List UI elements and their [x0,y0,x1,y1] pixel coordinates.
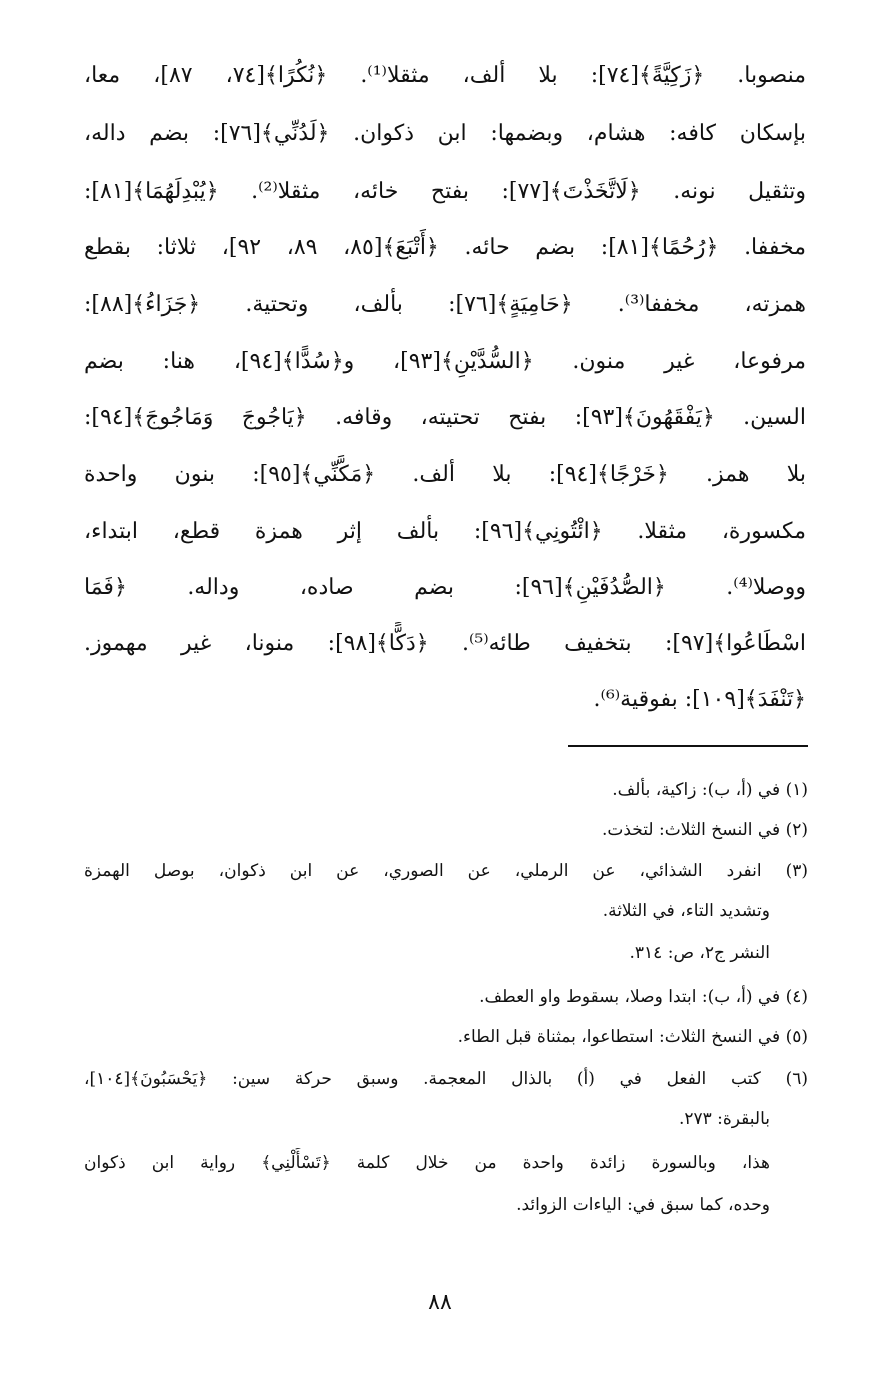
footnote-line: (٣) انفرد الشذائي، عن الرملي، عن الصوري، عن ابن ذكوان، بوصل الهمزة [84,861,808,881]
footnote-note: هذا، وبالسورة زائدة واحدة من خلال كلمة ﴿تَسْأَلْنِي﴾ رواية ابن ذكوان [84,1153,770,1173]
main-text-line: السين. ﴿يَفْقَهُونَ﴾[٩٣]: بفتح تحتيته، وقافه. ﴿يَاجُوجَ وَمَاجُوجَ﴾[٩٤]: [84,405,806,430]
footnote-line: (١) في (أ، ب): زاكية، بألف. [612,780,808,800]
main-text-line: مرفوعا، غير منون. ﴿السُّدَّيْنِ﴾[٩٣]، و﴿سُدًّا﴾[٩٤]، هنا: بضم [84,349,806,374]
footnote-line: (٦) كتب الفعل في (أ) بالذال المعجمة. وسبق حركة سين: ﴿يَحْسَبُونَ﴾[١٠٤]، [84,1069,808,1089]
main-text-line: ووصلا⁽⁴⁾. ﴿الصُّدُفَيْنِ﴾[٩٦]: بضم صاده، وداله. ﴿فَمَا [84,575,806,600]
main-text-line: بلا همز. ﴿خَرْجًا﴾[٩٤]: بلا ألف. ﴿مَكَّنِّي﴾[٩٥]: بنون واحدة [84,462,806,487]
main-text-line: مكسورة، مثقلا. ﴿ائْتُونِي﴾[٩٦]: بألف إثر همزة قطع، ابتداء، [84,519,806,544]
footnote-reference: النشر ج٢، ص: ٣١٤. [629,943,770,963]
footnote-divider [568,745,808,747]
main-text-line: منصوبا. ﴿زَكِيَّةً﴾[٧٤]: بلا ألف، مثقلا⁽¹⁾. ﴿نُكُرًا﴾[٧٤، ٨٧]، معا، [84,63,806,88]
page-number: ٨٨ [428,1290,452,1315]
footnote-line: (٥) في النسخ الثلاث: استطاعوا، بمثناة قبل الطاء. [457,1027,808,1047]
main-text-line: اسْطَاعُوا﴾[٩٧]: بتخفيف طائه⁽⁵⁾. ﴿دَكًّا﴾[٩٨]: منونا، غير مهموز. [84,631,806,656]
main-text-line: ﴿تَنْفَدَ﴾[١٠٩]: بفوقية⁽⁶⁾. [593,687,806,712]
main-text-line: همزته، مخففا⁽³⁾. ﴿حَامِيَةٍ﴾[٧٦]: بألف، وتحتية. ﴿جَزَاءُ﴾[٨٨]: [84,292,806,317]
footnote-note: وحده، كما سبق في: الياءات الزوائد. [516,1195,770,1215]
footnote-line: بالبقرة: ٢٧٣. [678,1109,770,1129]
main-text-line: وتثقيل نونه. ﴿لَاتَّخَذْتَ﴾[٧٧]: بفتح خائه، مثقلا⁽²⁾. ﴿يُبْدِلَهُمَا﴾[٨١]: [84,179,806,204]
footnote-line: (٤) في (أ، ب): ابتدا وصلا، بسقوط واو العطف. [479,987,808,1007]
main-text-line: بإسكان كافه: هشام، وبضمها: ابن ذكوان. ﴿لَدُنِّي﴾[٧٦]: بضم داله، [84,121,806,146]
footnote-line: (٢) في النسخ الثلاث: لتخذت. [601,820,808,840]
footnote-line: وتشديد التاء، في الثلاثة. [602,901,770,921]
main-text-line: مخففا. ﴿رُحُمًا﴾[٨١]: بضم حائه. ﴿أَتْبَعَ﴾[٨٥، ٨٩، ٩٢]، ثلاثا: بقطع [84,235,806,260]
